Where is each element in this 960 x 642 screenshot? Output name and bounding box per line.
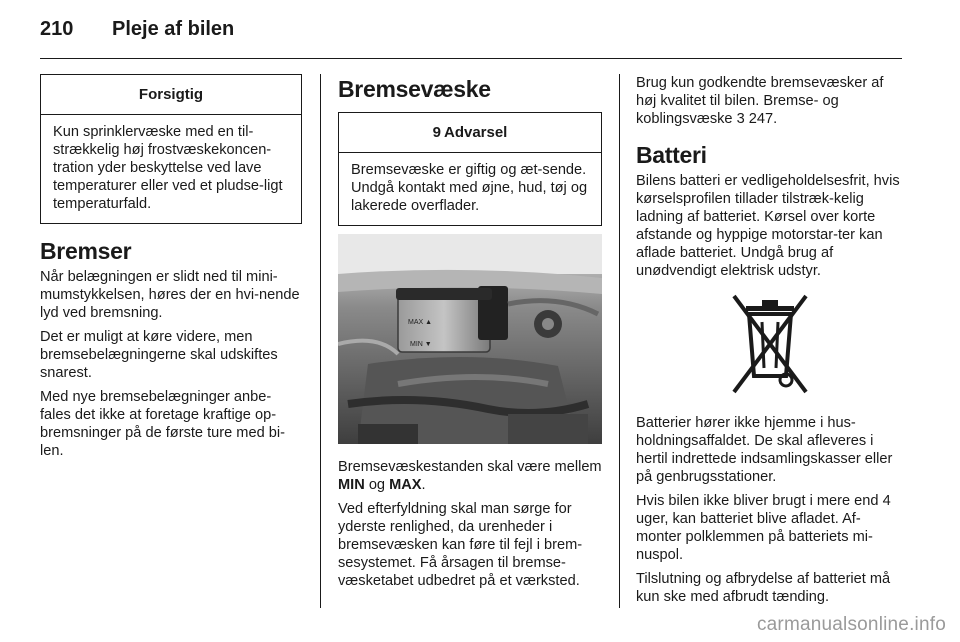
header-rule <box>40 58 902 59</box>
fluid-approved-text <box>636 74 904 128</box>
page-reference[interactable]: 247. <box>744 111 778 127</box>
fluid-text: Brug kun godkendte bremsevæsker af høj kvalitet til bilen. Bremse- og koblingsvæske <box>636 75 884 127</box>
page-number: 210 <box>40 18 74 40</box>
battery-paragraph-3: Hvis bilen ikke bliver brugt i mere end 4 uger, kan batteriet blive afladet. Af-monter polklemmen på batteriets mi-nuspol. <box>636 493 891 563</box>
level-min: MIN <box>338 477 365 493</box>
battery-paragraph-1: Bilens batteri er vedligeholdelsesfrit, hvis kørselsprofilen tillader tilstræk-kelig ladning af batteriet. Kørsel over korte afstande og hyppige motorstar-ter kan aflade batteriet. Undgå brug af unødvendigt elektrisk udstyr. <box>636 173 900 279</box>
brakes-paragraph-2: Det er muligt at køre videre, men bremsebelægningerne skal udskiftes snarest. <box>40 329 278 381</box>
battery-paragraph-4: Tilslutning og afbrydelse af batteriet må kun ske med afbrudt tænding. <box>636 571 891 605</box>
warning-title: Advarsel <box>443 124 508 141</box>
warning-text: Bremsevæske er giftig og æt-sende. Undgå kontakt med øjne, hud, tøj og lakerede overflader. <box>351 162 588 214</box>
battery-paragraph-2: Batterier hører ikke hjemme i hus-holdningsaffaldet. De skal afleveres i hertil indrettede indsamlingskasser eller på genbrugsstationer. <box>636 415 893 485</box>
photo-min-label: MIN ▼ <box>410 341 432 348</box>
level-text-start: Bremsevæskestanden skal være mellem <box>338 459 602 475</box>
level-end: . <box>421 477 426 493</box>
column-1 <box>40 74 302 466</box>
level-text <box>338 458 602 494</box>
column-divider-2 <box>619 74 620 608</box>
crossed-bin-icon <box>730 292 810 398</box>
column-3 <box>636 74 904 612</box>
page-reference-icon[interactable]: 3 <box>736 111 745 127</box>
warning-icon: 9 <box>432 124 441 141</box>
brake-fluid-heading: Bremsevæske <box>338 76 491 102</box>
page-header <box>40 18 234 48</box>
level-max: MAX <box>389 477 422 493</box>
column-divider-1 <box>320 74 321 608</box>
caution-title: Forsigtig <box>41 75 301 115</box>
brakes-paragraph-3: Med nye bremsebelægninger anbe-fales det ikke at foretage kraftige op-bremsninger på de første ture med bi-len. <box>40 389 285 459</box>
brakes-paragraph-1: Når belægningen er slidt ned til mini-mumstykkelsen, høres der en hvi-nende lyd ved bremsning. <box>40 269 300 321</box>
warning-box <box>338 112 602 226</box>
brakes-heading: Bremser <box>40 238 132 264</box>
chapter-title: Pleje af bilen <box>112 18 235 40</box>
warning-header <box>339 113 601 153</box>
battery-heading: Batteri <box>636 142 707 168</box>
column-2 <box>338 74 602 596</box>
caution-box <box>40 74 302 224</box>
watermark: carmanualsonline.info <box>756 614 946 635</box>
refill-text: Ved efterfyldning skal man sørge for yderste renlighed, da urenheder i bremsevæsken kan føre til fejl i brem-sesystemet. Få årsagen til bremse-væsketabet udbedret på et værksted. <box>338 501 583 589</box>
engine-bay-illustration <box>338 234 602 444</box>
level-and: og <box>364 477 390 493</box>
caution-text: Kun sprinklervæske med en til-strækkelig høj frostvæskekoncen-tration yder beskyttelse ved lave temperaturer eller ved et pludse-ligt temperaturfald. <box>53 124 283 212</box>
brake-fluid-reservoir-photo <box>338 234 602 444</box>
photo-max-label: MAX ▲ <box>408 319 433 326</box>
